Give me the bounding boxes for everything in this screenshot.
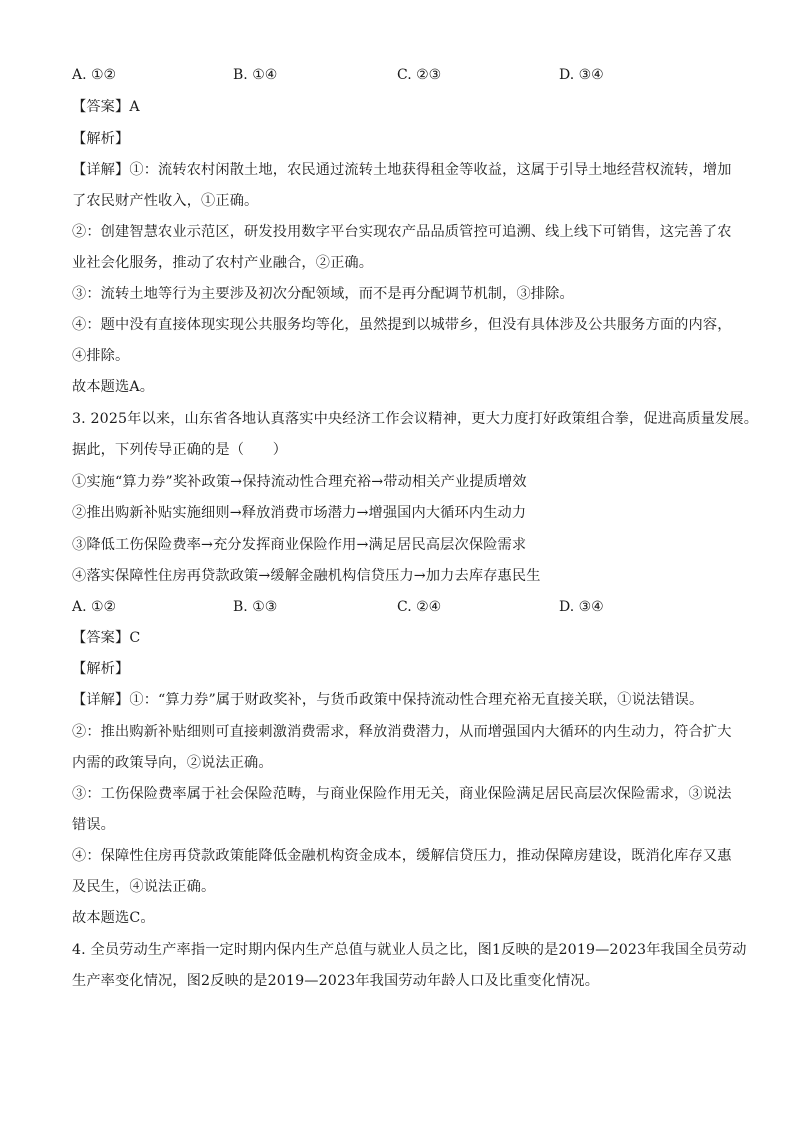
q3-stem-line: 3. 2025年以来，山东省各地认真落实中央经济工作会议精神，更大力度打好政策组合拳，促进高质量发展。 (72, 411, 759, 427)
q2-detail-line: 了农民财产性收入，①正确。 (72, 193, 259, 209)
q3-detail-line: 【详解】①：“算力券”属于财政奖补，与货币政策中保持流动性合理充裕无直接关联，①说法错误。 (72, 692, 704, 708)
q3-detail-line: 内需的政策导向，②说法正确。 (72, 755, 273, 771)
q2-option-b: B. ①④ (233, 67, 278, 83)
q2-option-d: D. ③④ (559, 67, 604, 83)
q3-detail-line: ②：推出购新补贴细则可直接刺激消费需求，释放消费潜力，从而增强国内大循环的内生动力，符合扩大 (72, 724, 732, 740)
q2-options (72, 65, 732, 85)
q3-item: ①实施“算力券”奖补政策→保持流动性合理充裕→带动相关产业提质增效 (72, 474, 527, 490)
q3-detail-line: 及民生，④说法正确。 (72, 879, 216, 895)
q3-conclusion: 故本题选C。 (72, 910, 155, 926)
q2-detail-line: 【详解】①：流转农村闲散土地，农民通过流转土地获得租金等收益，这属于引导土地经营权流转，增加 (72, 162, 732, 178)
q4-stem-line: 4. 全员劳动生产率指一定时期内保内生产总值与就业人员之比，图1反映的是2019—2023年我国全员劳动 (72, 942, 747, 958)
q3-option-a: A. ①② (72, 599, 117, 615)
q3-item: ④落实保障性住房再贷款政策→缓解金融机构信贷压力→加力去库存惠民生 (72, 568, 541, 584)
q2-analysis-heading: 【解析】 (72, 131, 130, 147)
q3-detail-line: ④：保障性住房再贷款政策能降低金融机构资金成本，缓解信贷压力，推动保障房建设，既消化库存又惠 (72, 848, 732, 864)
q3-answer: 【答案】C (72, 630, 141, 646)
q2-detail-line: ②：创建智慧农业示范区，研发投用数字平台实现农产品品质管控可追溯、线上线下可销售，这完善了农 (72, 224, 732, 240)
q2-option-a: A. ①② (72, 67, 117, 83)
q4-stem-line: 生产率变化情况，图2反映的是2019—2023年我国劳动年龄人口及比重变化情况。 (72, 973, 600, 989)
q3-detail-line: ③：工伤保险费率属于社会保险范畴，与商业保险作用无关，商业保险满足居民高层次保险需求，③说法 (72, 786, 732, 802)
q3-option-c: C. ②④ (397, 599, 442, 615)
q3-stem-line: 据此，下列传导正确的是（ ） (72, 442, 288, 458)
q2-detail-line: 业社会化服务，推动了农村产业融合，②正确。 (72, 255, 374, 271)
q3-item: ②推出购新补贴实施细则→释放消费市场潜力→增强国内大循环内生动力 (72, 505, 527, 521)
q3-option-b: B. ①③ (233, 599, 278, 615)
q2-detail-line: ④：题中没有直接体现实现公共服务均等化，虽然提到以城带乡，但没有具体涉及公共服务方面的内容， (72, 317, 732, 333)
q3-analysis-heading: 【解析】 (72, 661, 130, 677)
q2-detail-line: ③：流转土地等行为主要涉及初次分配领域，而不是再分配调节机制，③排除。 (72, 286, 574, 302)
q3-option-d: D. ③④ (559, 599, 604, 615)
q2-conclusion: 故本题选A。 (72, 379, 155, 395)
q3-item: ③降低工伤保险费率→充分发挥商业保险作用→满足居民高层次保险需求 (72, 537, 527, 553)
q2-detail-line: ④排除。 (72, 348, 130, 364)
q2-option-c: C. ②③ (397, 67, 442, 83)
q3-detail-line: 错误。 (72, 817, 116, 833)
q3-options (72, 597, 732, 617)
q2-answer: 【答案】A (72, 99, 140, 115)
